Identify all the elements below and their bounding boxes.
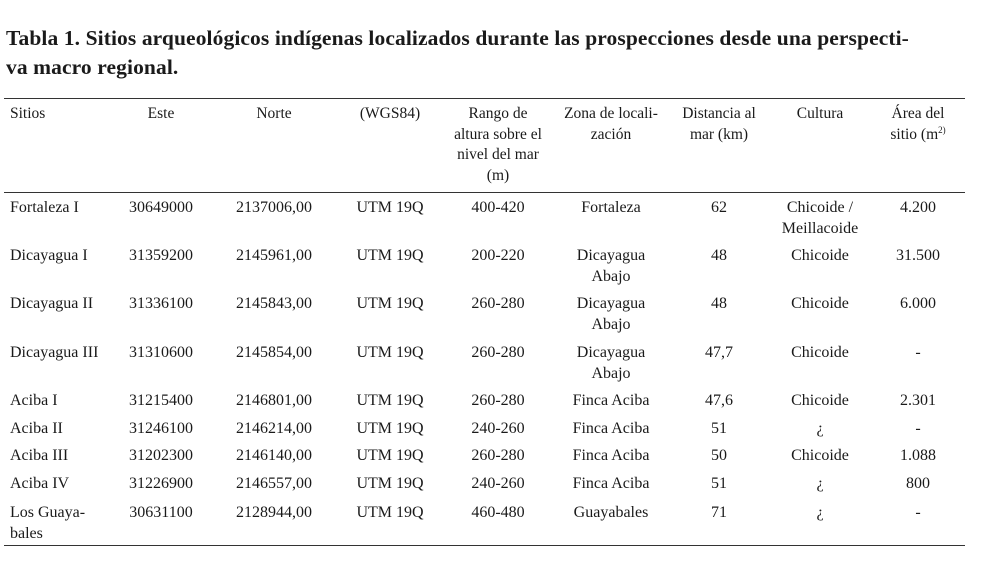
- cell-zona-line: Finca Aciba: [572, 420, 650, 437]
- cell-distancia: 62: [711, 199, 727, 216]
- cell-area: 31.500: [896, 247, 940, 264]
- header-area-line: [890, 125, 945, 146]
- cell-cultura-line: Chicoide: [791, 247, 849, 264]
- cell-este: 31202300: [129, 447, 193, 464]
- cell-area: 800: [906, 475, 930, 492]
- cell-cultura: [791, 294, 849, 315]
- cell-sitio-line: Aciba II: [10, 420, 63, 437]
- header-area: [890, 104, 945, 145]
- cell-zona-line: Guayabales: [573, 504, 649, 521]
- cell-area: -: [915, 344, 921, 361]
- cell-sitio: [10, 343, 98, 364]
- cell-wgs: UTM 19Q: [356, 344, 424, 361]
- cell-norte: 2146557,00: [236, 475, 312, 492]
- cell-zona: [573, 474, 650, 495]
- cell-zona-line: Dicayagua: [576, 247, 646, 264]
- table-top-rule: [4, 98, 965, 99]
- cell-area: -: [915, 504, 921, 521]
- cell-wgs: UTM 19Q: [356, 392, 424, 409]
- cell-rango: 260-280: [471, 392, 525, 409]
- cell-distancia: 50: [711, 447, 727, 464]
- cell-rango: 460-480: [471, 504, 525, 521]
- cell-distancia: 71: [711, 504, 727, 521]
- cell-sitio-line: Aciba IV: [10, 475, 70, 492]
- cell-sitio: [10, 446, 68, 467]
- cell-wgs: UTM 19Q: [356, 295, 424, 312]
- cell-rango: 200-220: [471, 247, 525, 264]
- cell-cultura: [816, 419, 823, 440]
- cell-sitio-line: Dicayagua I: [10, 247, 88, 264]
- header-cultura: Cultura: [796, 105, 844, 122]
- cell-zona-line: Dicayagua: [576, 295, 646, 312]
- header-area-superscript: 2): [938, 124, 946, 135]
- cell-este: 31246100: [129, 420, 193, 437]
- cell-wgs: UTM 19Q: [356, 504, 424, 521]
- cell-este: 30631100: [129, 504, 193, 521]
- header-area-text: sitio (m: [890, 125, 939, 143]
- cell-norte: 2128944,00: [236, 504, 312, 521]
- cell-este: 31359200: [129, 247, 193, 264]
- cell-sitio: [10, 294, 93, 315]
- cell-cultura: [791, 343, 849, 364]
- cell-distancia: 51: [711, 420, 727, 437]
- cell-este: 31336100: [129, 295, 193, 312]
- cell-area: 6.000: [900, 295, 936, 312]
- cell-cultura: [791, 246, 849, 267]
- table-header-rule: [4, 192, 965, 193]
- cell-zona-line: Dicayagua: [576, 344, 646, 361]
- cell-wgs: UTM 19Q: [356, 199, 424, 216]
- cell-cultura: [816, 474, 823, 495]
- header-wgs84: (WGS84): [359, 105, 421, 122]
- table-bottom-rule: [4, 545, 965, 546]
- cell-norte: 2146140,00: [236, 447, 312, 464]
- cell-sitio-line: Aciba III: [10, 447, 69, 464]
- cell-sitio: [10, 474, 69, 495]
- cell-norte: 2146214,00: [236, 420, 312, 437]
- cell-cultura-line: Chicoide /: [786, 199, 854, 216]
- cell-zona: [581, 198, 641, 219]
- table-title-line: Tabla 1. Sitios arqueológicos indígenas localizados durante las prospecciones desde una perspecti-: [6, 26, 909, 50]
- table-title-line: va macro regional.: [6, 55, 179, 79]
- cell-sitio-line: bales: [10, 524, 43, 542]
- cell-sitio-line: Aciba I: [10, 392, 58, 409]
- cell-norte: 2145961,00: [236, 247, 312, 264]
- table-title: [6, 24, 966, 82]
- cell-norte: 2146801,00: [236, 392, 312, 409]
- cell-sitio: [10, 198, 79, 219]
- cell-zona: [573, 391, 650, 412]
- cell-cultura-line: Chicoide: [791, 447, 849, 464]
- cell-cultura-line: Chicoide: [791, 344, 849, 361]
- cell-zona-line: Finca Aciba: [572, 447, 650, 464]
- cell-zona: [573, 419, 650, 440]
- cell-rango: 260-280: [471, 344, 525, 361]
- cell-wgs: UTM 19Q: [356, 447, 424, 464]
- cell-norte: 2137006,00: [236, 199, 312, 216]
- header-rango-line: (m): [486, 166, 510, 184]
- cell-rango: 260-280: [471, 447, 525, 464]
- cell-sitio: [10, 503, 85, 544]
- header-distancia: [682, 104, 756, 145]
- cell-este: 30649000: [129, 199, 193, 216]
- header-rango: [454, 104, 542, 186]
- cell-cultura-line: Chicoide: [791, 295, 849, 312]
- cell-distancia: 48: [711, 247, 727, 264]
- cell-sitio-line: Dicayagua III: [10, 344, 99, 361]
- cell-rango: 400-420: [471, 199, 525, 216]
- cell-este: 31215400: [129, 392, 193, 409]
- cell-distancia: 51: [711, 475, 727, 492]
- cell-cultura: [816, 503, 823, 524]
- cell-zona: [577, 343, 645, 384]
- cell-este: 31226900: [129, 475, 193, 492]
- cell-wgs: UTM 19Q: [356, 475, 424, 492]
- cell-cultura: [791, 391, 849, 412]
- cell-area: -: [915, 420, 921, 437]
- cell-distancia: 48: [711, 295, 727, 312]
- cell-zona-line: Abajo: [591, 364, 631, 382]
- cell-norte: 2145854,00: [236, 344, 312, 361]
- header-zona: [564, 104, 658, 145]
- cell-norte: 2145843,00: [236, 295, 312, 312]
- cell-este: 31310600: [129, 344, 193, 361]
- header-distancia-line: mar (km): [689, 125, 749, 143]
- cell-zona-line: Abajo: [591, 267, 631, 285]
- cell-zona: [573, 446, 650, 467]
- header-rango-line: altura sobre el: [454, 125, 542, 143]
- cell-zona: [574, 503, 649, 524]
- cell-zona-line: Fortaleza: [581, 199, 641, 216]
- header-este: Este: [147, 105, 175, 122]
- cell-distancia: 47,6: [705, 392, 733, 409]
- cell-wgs: UTM 19Q: [356, 247, 424, 264]
- header-zona-line: Zona de locali-: [564, 105, 658, 122]
- cell-area: 4.200: [900, 199, 936, 216]
- cell-sitio: [10, 391, 58, 412]
- cell-sitio: [10, 246, 88, 267]
- header-rango-line: Rango de: [468, 105, 528, 122]
- header-area-line: Área del: [891, 105, 945, 122]
- cell-distancia: 47,7: [705, 344, 733, 361]
- cell-sitio-line: Los Guaya-: [10, 504, 86, 521]
- cell-sitio-line: Dicayagua II: [10, 295, 94, 312]
- cell-area: 1.088: [900, 447, 936, 464]
- cell-area: 2.301: [900, 392, 936, 409]
- header-zona-line: zación: [590, 125, 632, 143]
- cell-rango: 260-280: [471, 295, 525, 312]
- header-sitios: Sitios: [10, 105, 46, 122]
- cell-rango: 240-260: [471, 475, 525, 492]
- cell-zona-line: Abajo: [591, 315, 631, 333]
- cell-wgs: UTM 19Q: [356, 420, 424, 437]
- cell-cultura-line: Chicoide: [791, 392, 849, 409]
- cell-cultura-line: Meillacoide: [781, 219, 859, 237]
- cell-cultura-line: ¿: [816, 420, 824, 437]
- cell-sitio: [10, 419, 63, 440]
- cell-zona-line: Finca Aciba: [572, 392, 650, 409]
- cell-sitio-line: Fortaleza I: [10, 199, 79, 216]
- cell-cultura: [782, 198, 858, 239]
- header-norte: Norte: [256, 105, 292, 122]
- header-rango-line: nivel del mar: [457, 146, 539, 163]
- cell-zona: [577, 246, 645, 287]
- cell-zona-line: Finca Aciba: [572, 475, 650, 492]
- cell-rango: 240-260: [471, 420, 525, 437]
- cell-cultura-line: ¿: [816, 475, 824, 492]
- cell-zona: [577, 294, 645, 335]
- cell-cultura-line: ¿: [816, 504, 824, 521]
- header-distancia-line: Distancia al: [682, 105, 756, 122]
- cell-cultura: [791, 446, 849, 467]
